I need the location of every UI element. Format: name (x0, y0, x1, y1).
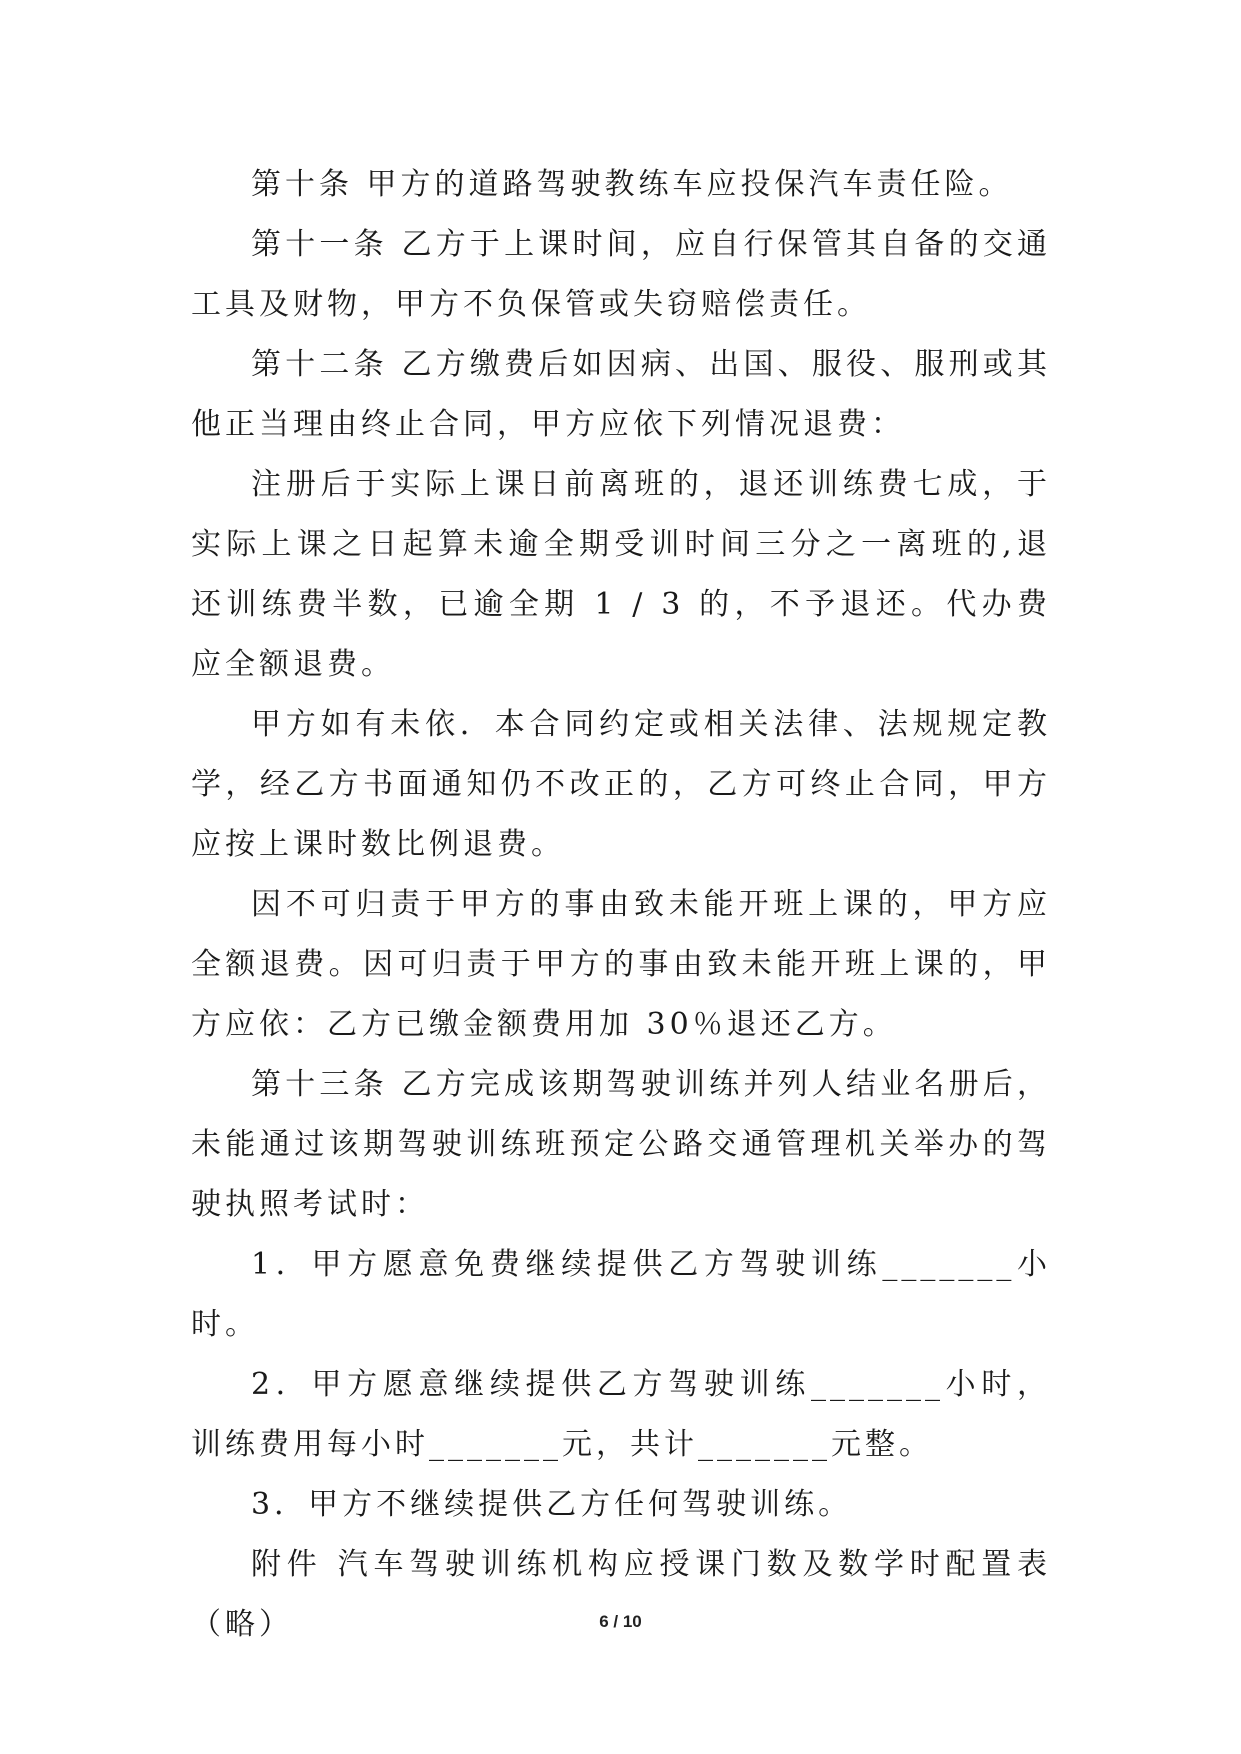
paragraph-article-12: 第十二条 乙方缴费后如因病、出国、服役、服刑或其他正当理由终止合同，甲方应依下列情况退费： (191, 347, 1051, 442)
list-item-option-3: 3．甲方不继续提供乙方任何驾驶训练。 (251, 1487, 853, 1522)
page-number: 6 / 10 (599, 1612, 642, 1631)
list-item-option-1: 1．甲方愿意免费继续提供乙方驾驶训练_______小时。 (191, 1247, 1051, 1342)
paragraph-article-11: 第十一条 乙方于上课时间，应自行保管其自备的交通工具及财物，甲方不负保管或失窃赔偿责任。 (191, 227, 1051, 322)
paragraph-article-13: 第十三条 乙方完成该期驾驶训练并列人结业名册后，未能通过该期驾驶训练班预定公路交通管理机关举办的驾驶执照考试时： (191, 1067, 1051, 1222)
list-item-option-2: 2．甲方愿意继续提供乙方驾驶训练_______小时，训练费用每小时_______元，共计_______元整。 (191, 1367, 1051, 1462)
paragraph-refund-class-cancelled: 因不可归责于甲方的事由致未能开班上课的，甲方应全额退费。因可归责于甲方的事由致未能开班上课的，甲方应依：乙方已缴金额费用加 30％退还乙方。 (191, 887, 1051, 1042)
paragraph-refund-breach: 甲方如有未依．本合同约定或相关法律、法规规定教学，经乙方书面通知仍不改正的，乙方可终止合同，甲方应按上课时数比例退费。 (191, 707, 1051, 862)
document-body (191, 155, 1051, 1655)
paragraph-attachment: 附件 汽车驾驶训练机构应授课门数及数学时配置表（略） (191, 1547, 1051, 1642)
paragraph-article-10: 第十条 甲方的道路驾驶教练车应投保汽车责任险。 (251, 167, 1013, 202)
paragraph-refund-registration: 注册后于实际上课日前离班的，退还训练费七成，于实际上课之日起算未逾全期受训时间三分之一离班的,退还训练费半数，已逾全期 1 / 3 的，不予退还。代办费应全额退费。 (191, 467, 1051, 682)
